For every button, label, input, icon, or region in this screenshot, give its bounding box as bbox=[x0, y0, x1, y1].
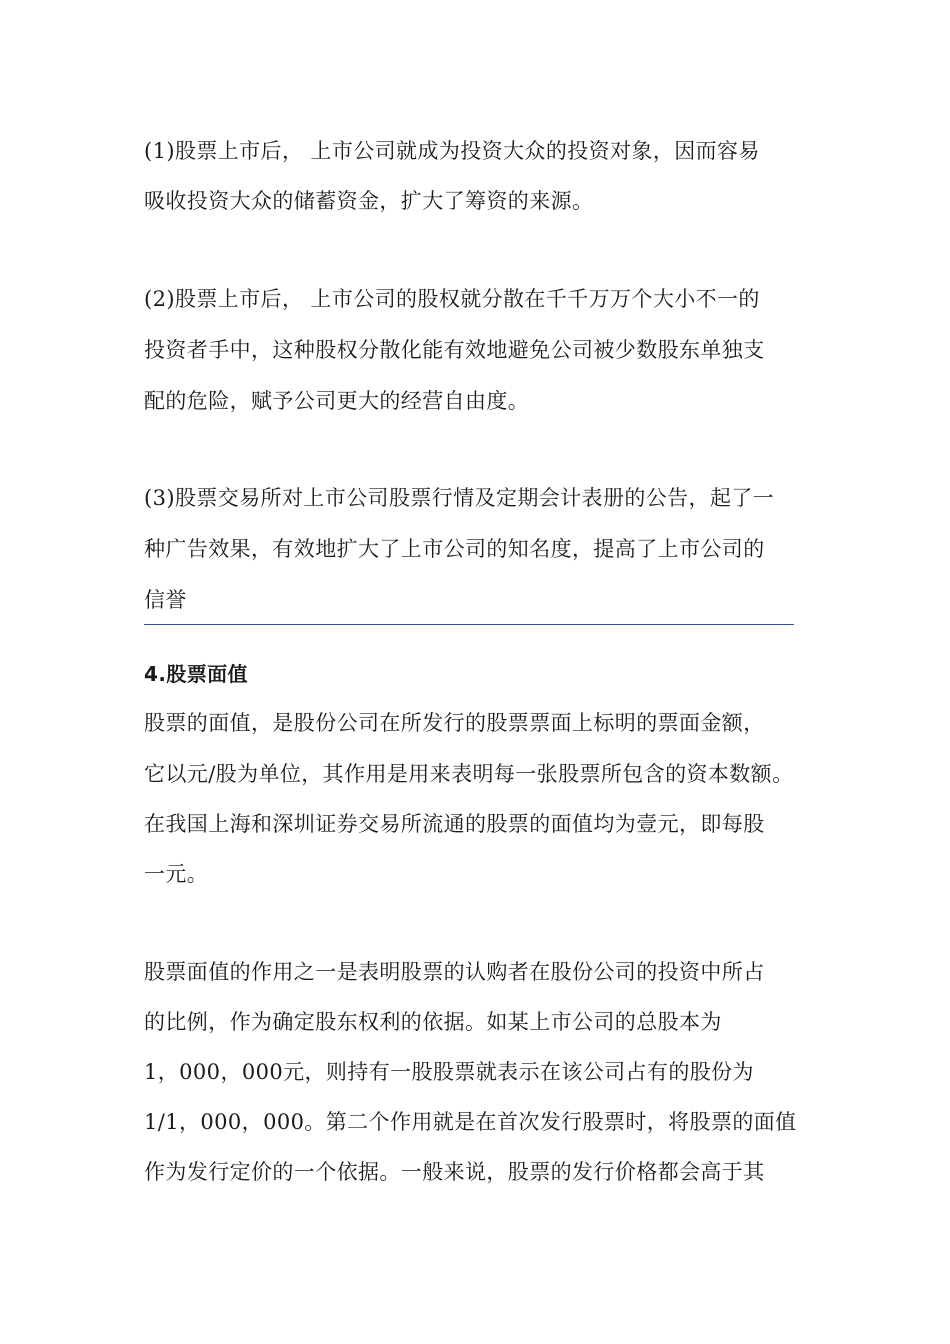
text-line: 配的危险，赋予公司更大的经营自由度。 bbox=[144, 389, 530, 413]
section-divider bbox=[144, 624, 794, 625]
text-line: 1/1，000，000。第二个作用就是在首次发行股票时，将股票的面值 bbox=[144, 1110, 797, 1134]
text-line: 在我国上海和深圳证券交易所流通的股票的面值均为壹元，即每股 bbox=[144, 812, 765, 836]
text-line: 的比例，作为确定股东权利的依据。如某上市公司的总股本为 bbox=[144, 1010, 722, 1034]
text-line: (3)股票交易所对上市公司股票行情及定期会计表册的公告，起了一 bbox=[144, 486, 775, 510]
text-line: 种广告效果，有效地扩大了上市公司的知名度，提高了上市公司的 bbox=[144, 537, 765, 561]
text-line: 股票面值的作用之一是表明股票的认购者在股份公司的投资中所占 bbox=[144, 960, 765, 984]
text-line: 股票的面值，是股份公司在所发行的股票票面上标明的票面金额， bbox=[144, 711, 765, 735]
text-line: 它以元/股为单位，其作用是用来表明每一张股票所包含的资本数额。 bbox=[144, 762, 794, 786]
text-line: 吸收投资大众的储蓄资金，扩大了筹资的来源。 bbox=[144, 189, 594, 213]
text-line: 1，000，000元，则持有一股股票就表示在该公司占有的股份为 bbox=[144, 1060, 754, 1084]
text-line: (2)股票上市后， 上市公司的股权就分散在千千万万个大小不一的 bbox=[144, 287, 760, 311]
section-heading: 4.股票面值 bbox=[144, 662, 248, 686]
text-line: 投资者手中，这种股权分散化能有效地避免公司被少数股东单独支 bbox=[144, 338, 765, 362]
text-line: 一元。 bbox=[144, 862, 209, 886]
text-line: 作为发行定价的一个依据。一般来说，股票的发行价格都会高于其 bbox=[144, 1160, 765, 1184]
text-line: 信誉 bbox=[144, 588, 187, 612]
text-line: (1)股票上市后， 上市公司就成为投资大众的投资对象，因而容易 bbox=[144, 139, 760, 163]
